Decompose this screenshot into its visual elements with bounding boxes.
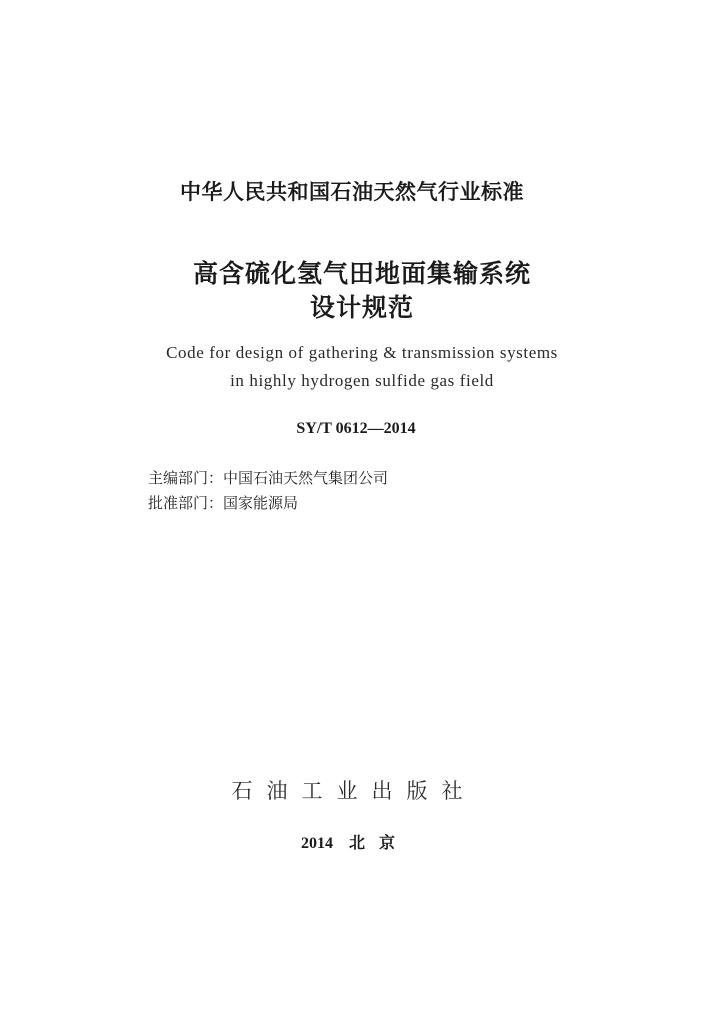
english-title-continued: in highly hydrogen sulfide gas field (230, 371, 494, 390)
document-title: 高含硫化氢气田地面集输系统 (192, 259, 531, 288)
publication-city-char: 北 (348, 835, 365, 852)
approver-organization: 国家能源局 (223, 494, 299, 512)
publication-year-city (0, 830, 710, 853)
publication-year: 2014 (300, 835, 333, 852)
organization-block (148, 466, 388, 516)
editor-label: 主编部门： (148, 469, 224, 487)
publication-city-char: 京 (379, 835, 396, 852)
publication-city (349, 835, 395, 852)
document-title-continued: 设计规范 (309, 293, 414, 322)
approver-row (148, 491, 388, 516)
editor-organization: 中国石油天然气集团公司 (223, 469, 389, 487)
standard-code: SY/T 0612—2014 (296, 420, 416, 437)
approver-label: 批准部门： (148, 494, 224, 512)
industry-standard-heading: 中华人民共和国石油天然气行业标准 (180, 180, 524, 204)
english-title: Code for design of gathering & transmission systems (166, 343, 558, 362)
editor-row (148, 466, 388, 491)
publisher-name: 石油工业出版社 (231, 779, 477, 803)
